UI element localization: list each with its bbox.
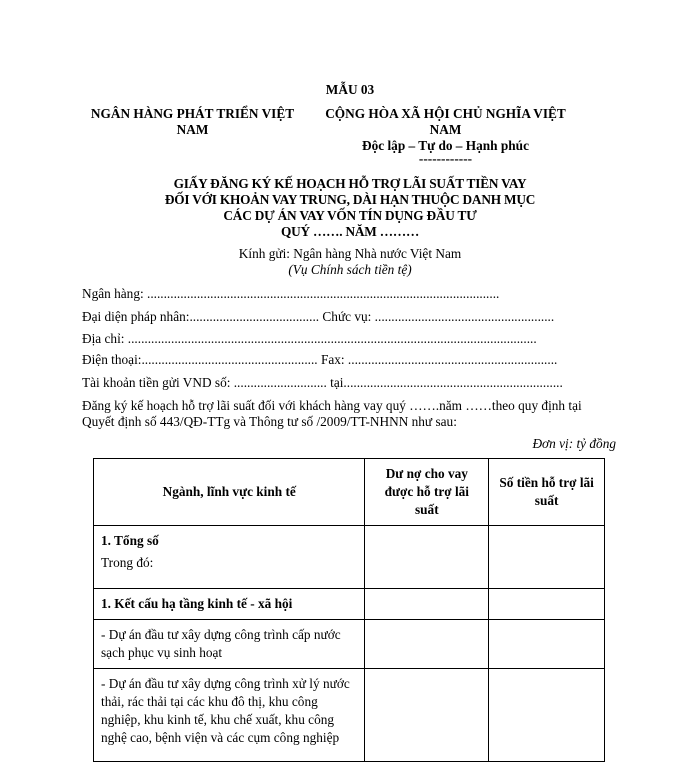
nation-header	[318, 106, 573, 164]
field-account: Tài khoản tiền gửi VND số: ............................ tại..................................................................	[82, 375, 563, 390]
table-cell	[489, 620, 605, 669]
bank-header	[80, 106, 305, 138]
table-cell	[489, 669, 605, 762]
field-bank: Ngân hàng: ..........................................................................................................	[82, 286, 500, 301]
field-phone: Điện thoại:..................................................... Fax: ...............................................................	[82, 352, 558, 367]
table-cell	[365, 620, 489, 669]
row-label-cell	[94, 589, 365, 620]
registration-line2: Quyết định số 443/QĐ-TTg và Thông tư số /2009/TT-NHNN như sau:	[82, 414, 457, 429]
field-representative: Đại diện pháp nhân:....................................... Chức vụ: ......................................................	[82, 309, 555, 324]
row-label: - Dự án đầu tư xây dựng công trình cấp nước sạch phục vụ sinh hoạt	[101, 627, 341, 660]
header-outstanding-loans: Dư nợ cho vay được hỗ trợ lãi suất	[365, 459, 489, 526]
title-line3: CÁC DỰ ÁN VAY VỐN TÍN DỤNG ĐẦU TƯ	[223, 208, 477, 223]
table-cell	[365, 669, 489, 762]
table-cell	[365, 589, 489, 620]
registration-line1: Đăng ký kế hoạch hỗ trợ lãi suất đối với khách hàng vay quý …….năm ……theo quy định tại	[82, 398, 582, 413]
row-label-cell	[94, 669, 365, 762]
table-row	[94, 589, 605, 620]
field-address: Địa chỉ: ...........................................................................................................................	[82, 331, 537, 346]
title-line2: ĐỐI VỚI KHOẢN VAY TRUNG, DÀI HẠN THUỘC DANH MỤC	[164, 192, 536, 207]
nation-header-line2: NAM	[429, 122, 462, 137]
row-label: 1. Kết cấu hạ tầng kinh tế - xã hội	[101, 596, 293, 611]
form-code: MẪU 03	[325, 82, 375, 97]
table-cell	[365, 526, 489, 589]
national-motto: Độc lập – Tự do – Hạnh phúc	[362, 138, 529, 153]
nation-header-line1: CỘNG HÒA XÃ HỘI CHỦ NGHĨA VIỆT	[325, 106, 566, 121]
recipient-line2: (Vụ Chính sách tiền tệ)	[288, 262, 412, 277]
row-sublabel: Trong đó:	[101, 555, 154, 570]
bank-header-line1: NGÂN HÀNG PHÁT TRIỂN VIỆT	[90, 106, 295, 121]
row-label-cell	[94, 620, 365, 669]
header-sector: Ngành, lĩnh vực kinh tế	[94, 459, 365, 526]
document-title	[120, 176, 580, 240]
header-support-amount: Số tiền hỗ trợ lãi suất	[489, 459, 605, 526]
row-label: - Dự án đầu tư xây dựng công trình xử lý nước thải, rác thải tại các khu đô thị, khu công nghiệp, khu kinh tế, khu chế xuất, khu công nghệ cao, bệnh viện và các cụm công nghiệp	[101, 676, 350, 745]
title-line4: QUÝ ……. NĂM ………	[280, 224, 420, 239]
support-plan-table	[93, 458, 605, 762]
table-row	[94, 526, 605, 589]
table-row	[94, 669, 605, 762]
bank-header-line2: NAM	[176, 122, 209, 137]
registration-text	[82, 398, 582, 430]
table-header-row	[94, 459, 605, 526]
row-label: 1. Tổng số	[101, 533, 159, 548]
unit-label: Đơn vị: tỷ đồng	[532, 436, 616, 451]
row-label-cell	[94, 526, 365, 589]
table-cell	[489, 589, 605, 620]
recipient	[0, 246, 700, 278]
table-row	[94, 620, 605, 669]
recipient-line1: Kính gửi: Ngân hàng Nhà nước Việt Nam	[238, 246, 462, 261]
header-separator: ------------	[418, 151, 473, 166]
title-line1: GIẤY ĐĂNG KÝ KẾ HOẠCH HỖ TRỢ LÃI SUẤT TIỀN VAY	[173, 176, 527, 191]
table-cell	[489, 526, 605, 589]
